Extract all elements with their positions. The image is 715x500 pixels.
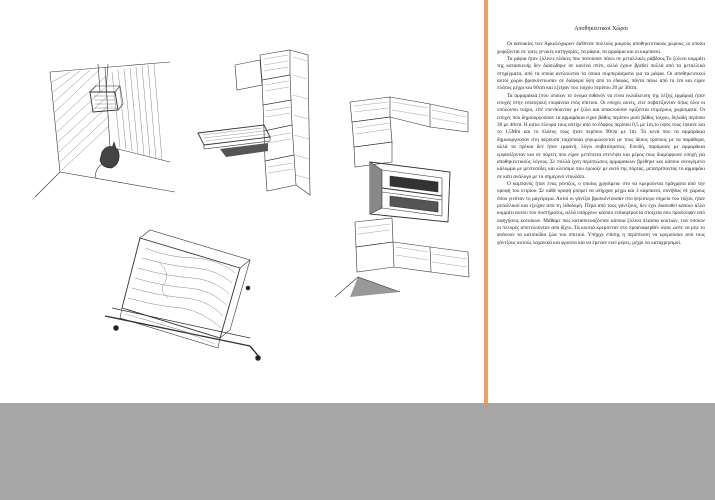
rafi-wall-shelf-sketch [190, 45, 315, 215]
paragraph-kampanos: Ο καμπανός ήταν ένας γάντζος, ο οποίος χρησίμευε στο να κρεμούνται πράγματα από την οροφή του κτιρίου. Σε κάθε οροφή μπορεί να υπήρχαν μέχρι και 3 καμπανοί, συνήθως σε χώρους όπου γινόταν το μαγείρεμα. Αυτοί οι γάντζοι βρισκόντουσαν στο ψηλότερο σημείο του τόξου, ήταν μεταλλικοί και εξείχαν από τη λιθοδομή. Πέρα από τους γάντζους, δεν έχει διασωθεί κάποιο άλλο κομμάτι αυτού του συστήματος, αλλά υπάρχουν κάποιο ενδιαφέροντα στοιχεία που προέκυψαν από αφηγήσεις κατοίκων. Μάθαμε πως κατασκευαζόνταν κάποια ξύλινα πλαίσια κουτιών, των οποίων οι πλευρές αποτελούνταν από δίχτυ. Τα κουτιά κρεμόνταν στο προαναφερθέν ύψος ώστε να μην το φτάνουν τα κατοικίδια ζώα του σπιτιού. Υπήρχε επίσης η περίπτωση να κρεμούσαν από τους γάντζους αυτούς λαχανικά και φρούτα και να έμεναν εκεί μέρες, μέχρι να καταχρησιμοί. [497, 180, 705, 246]
document-text-column [497, 26, 705, 247]
armaraki-wall-niche-sketch [330, 92, 480, 302]
armaraki-wooden-cabinet-sketch [100, 228, 265, 368]
paragraph-rafia: Τα ράφια ήταν ξύλινες πλάκες που πατούσαν πάνω σε μεταλλικές ράβδους.Το ξύλινο κομμάτι της κατασκευής δεν διασώθηκε σε κανένα σπίτι, αλλά έχουν βρεθεί πολλά από τα μεταλλικά στηρίγματα, από τα οποία αντλούνται τα όποια συμπεράσματα για τα ράφια. Οι αποθηκευτικοί αυτοί χώροι βρισκόντουσαν σε διάφορα ύψη από το έδαφος, πάντα πάνω από το 1m και είχαν πλάτος μέχρι και 60cm και εξείχαν του τοίχου περίπου 20 με 30cm. [497, 56, 705, 92]
kampanos-hanging-box-sketch [30, 52, 180, 202]
paragraph-intro: Οι κατοικίες των Αρκαλόχωρων διέθεταν πολλούς μικρούς αποθηκευτικούς χώρους, οι οποίοι χωρίζονται σε τρεις γενικές κατηγορίες, τα ράφια, τα αρμάρια και οι καμπανοί. [497, 41, 705, 55]
paragraph-armarakia: Τα αρμαράκια (που οποίων το όνομα πιθανόν να είναι εκλαΐκευση της λέξης ερμάρια) ήταν εσοχές στην εσωτερική επιφάνεια ενός σπιτιού. Οι εσοχές αυτές, είτε σοβατίζονταν όπως όλοι οι υπόλοιποι τοίχοι, είτε επενδύονταν με ξύλο και αποκτούσαν ορίζοντια επιμέρους χωρίσματα. Οι εσοχές που δημιουργούσαν τα αρμαράκια είχαν βάθος περίπου μισό βάθος τοίχου, δηλαδή περίπου 30 με 40cm. Η κάτω πλευρά τους απείχε από το έδαφος περίπου 0,5 με 1m,το ύψος τους έφτανε και το 1,5Mm και το πλάτος τους ήταν περίπου 90cm με 1m. Τα κενά που τα αρμαράκια δημιουργούσαν στη φέρουσα τοιχοποιία γεφυρώνονταν με τους ίδιους τρόπους με τα παράθυρα, αλλά τα πρέκια δεν ήταν εμφανή, λόγω σοβατίσματος. Επειδή, παρόμοιες με αρμαράκια εμφανίζονταν και σε πόρτες που είχαν μετέπειτα στενέψει και μέρος τους διαμόρφωνε εσοχή για αποθηκευτικούς λόγους. Σε πολλά ίχνη περιπτώσεις αρμαρακίων βρέθηκε και κάποιο ανοιγόμενο κάλυμμα με μεντεσέδες και κλείσιμο που έμοιαζε με αυτό της πόρτας, μετατρέποντας το αρμαράκι σε κάτι ανάλογο με το σημερινό ντουλάπι. [497, 92, 705, 180]
footer-gray-band [0, 403, 715, 500]
document-title: Αποθηκευτικοί Χώροι [574, 26, 628, 32]
